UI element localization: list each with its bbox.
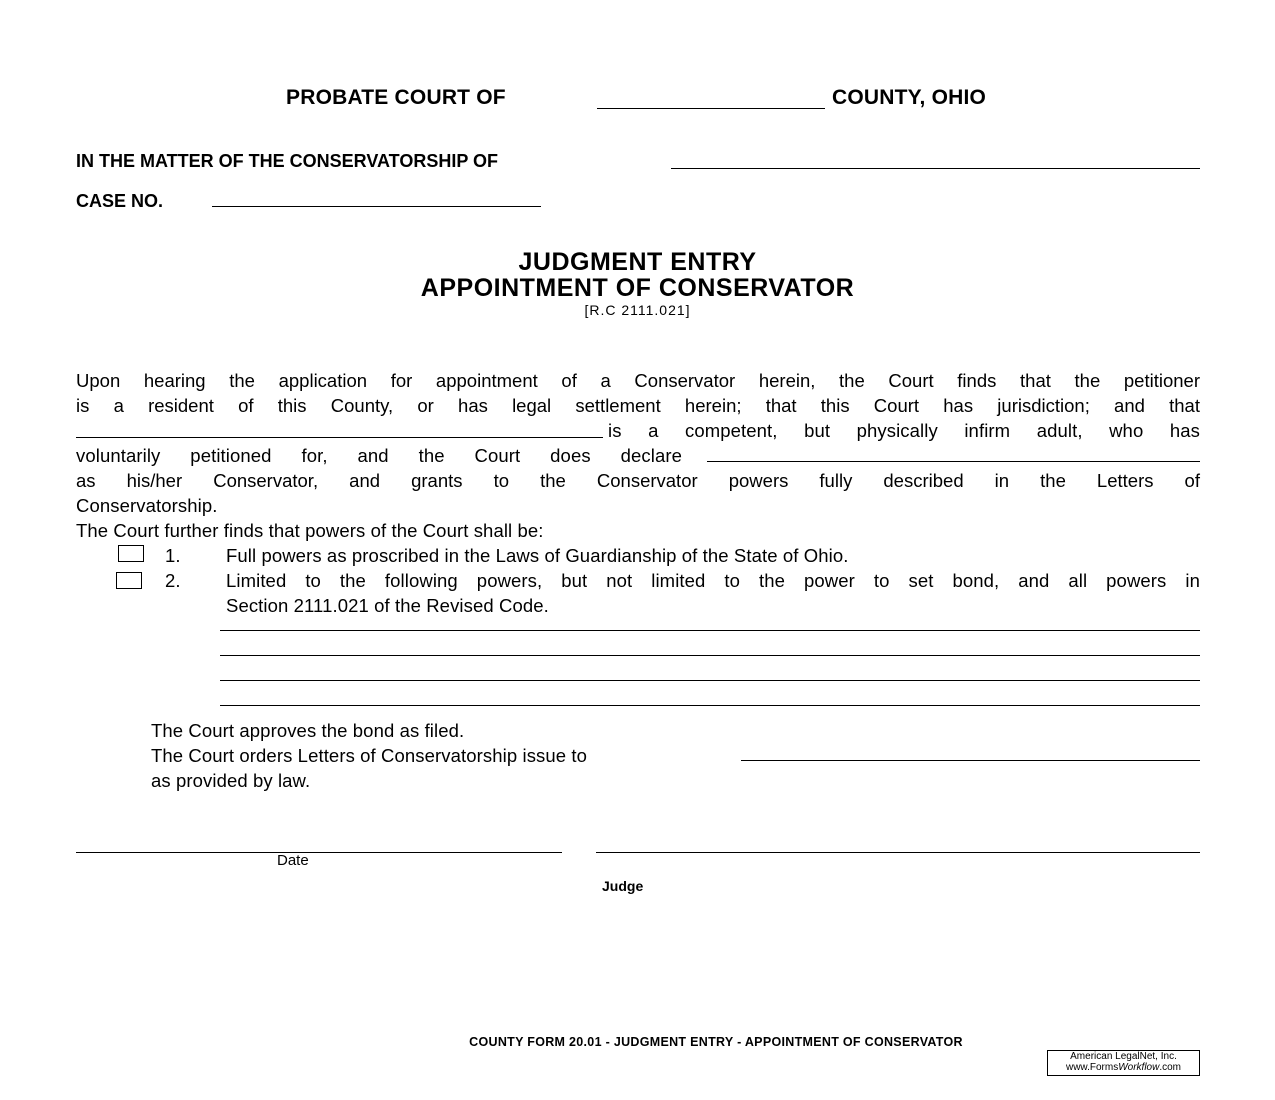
statute-reference: [R.C 2111.021] bbox=[584, 302, 691, 318]
limited-powers-checkbox[interactable] bbox=[116, 572, 142, 589]
county-name-field[interactable] bbox=[597, 88, 825, 109]
option-2-text-line-2: Section 2111.021 of the Revised Code. bbox=[226, 595, 549, 616]
option-2-text-line-1: Limited to the following powers, but not limited to the power to set bond, and all powers in bbox=[226, 570, 1200, 591]
adult-name-field[interactable] bbox=[76, 417, 603, 438]
limited-powers-line-2[interactable] bbox=[220, 635, 1200, 656]
document-title: JUDGMENT ENTRY bbox=[518, 248, 757, 276]
paragraph-line-5: as his/her Conservator, and grants to the Conservator powers fully described in the Letters of bbox=[76, 470, 1200, 491]
vendor-url bbox=[1048, 1062, 1199, 1073]
option-1-number: 1. bbox=[165, 545, 181, 566]
as-provided-text: as provided by law. bbox=[151, 770, 311, 791]
judge-label: Judge bbox=[602, 878, 644, 894]
vendor-logo bbox=[1047, 1050, 1200, 1076]
vendor-name: American LegalNet, Inc. bbox=[1070, 1051, 1177, 1062]
option-2-number: 2. bbox=[165, 570, 181, 591]
letters-recipient-field[interactable] bbox=[741, 740, 1200, 761]
form-footer-title: COUNTY FORM 20.01 - JUDGMENT ENTRY - APPOINTMENT OF CONSERVATOR bbox=[469, 1035, 963, 1049]
option-1-text: Full powers as proscribed in the Laws of Guardianship of the State of Ohio. bbox=[226, 545, 849, 566]
judge-signature-field[interactable] bbox=[596, 832, 1200, 853]
paragraph-line-3: is a competent, but physically infirm adult, who has bbox=[608, 420, 1200, 441]
matter-label: IN THE MATTER OF THE CONSERVATORSHIP OF bbox=[76, 151, 499, 171]
full-powers-checkbox[interactable] bbox=[118, 545, 144, 562]
bond-approval-text: The Court approves the bond as filed. bbox=[151, 720, 465, 741]
vendor-url-italic: Workflow bbox=[1118, 1062, 1160, 1073]
limited-powers-line-3[interactable] bbox=[220, 660, 1200, 681]
conservator-name-field[interactable] bbox=[707, 441, 1200, 462]
paragraph-line-1: Upon hearing the application for appointment of a Conservator herein, the Court finds that the petitioner bbox=[76, 370, 1200, 391]
letters-order-text: The Court orders Letters of Conservatorship issue to bbox=[151, 745, 588, 766]
date-field[interactable] bbox=[76, 832, 562, 853]
case-number-label: CASE NO. bbox=[76, 191, 164, 211]
limited-powers-line-4[interactable] bbox=[220, 685, 1200, 706]
date-label: Date bbox=[277, 852, 309, 869]
court-title-prefix: PROBATE COURT OF bbox=[286, 86, 506, 109]
document-subtitle: APPOINTMENT OF CONSERVATOR bbox=[420, 274, 855, 302]
court-title-suffix: COUNTY, OHIO bbox=[832, 86, 987, 109]
vendor-url-prefix: www.Forms bbox=[1065, 1062, 1119, 1073]
paragraph-line-4: voluntarily petitioned for, and the Court does declare bbox=[76, 445, 682, 466]
conservatee-name-field[interactable] bbox=[671, 148, 1200, 169]
paragraph-line-2: is a resident of this County, or has legal settlement herein; that this Court has jurisdiction; and that bbox=[76, 395, 1200, 416]
powers-intro: The Court further finds that powers of the Court shall be: bbox=[76, 520, 544, 541]
case-number-field[interactable] bbox=[212, 186, 541, 207]
paragraph-line-6: Conservatorship. bbox=[76, 495, 218, 516]
vendor-url-suffix: .com bbox=[1159, 1062, 1182, 1073]
limited-powers-line-1[interactable] bbox=[220, 610, 1200, 631]
